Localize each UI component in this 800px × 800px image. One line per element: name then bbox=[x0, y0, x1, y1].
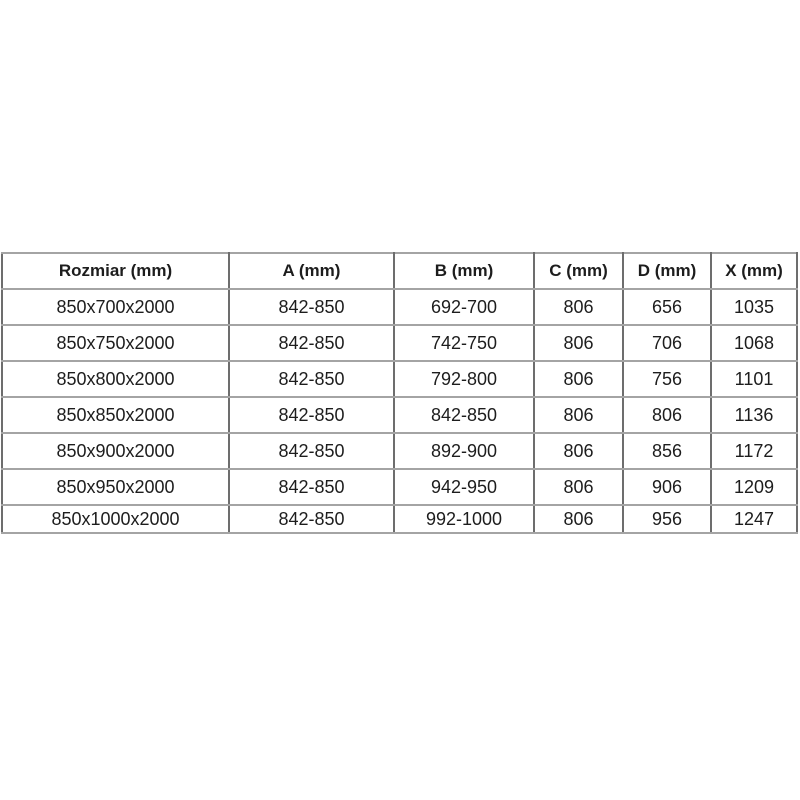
table-cell: 850x700x2000 bbox=[2, 289, 229, 325]
table-body bbox=[2, 289, 797, 533]
table-cell: 806 bbox=[534, 469, 623, 505]
table-cell: 792-800 bbox=[394, 361, 534, 397]
table-cell: 806 bbox=[534, 397, 623, 433]
column-header: C (mm) bbox=[534, 253, 623, 289]
table-cell: 842-850 bbox=[229, 361, 394, 397]
table-cell: 756 bbox=[623, 361, 711, 397]
table-cell: 850x900x2000 bbox=[2, 433, 229, 469]
table-cell: 892-900 bbox=[394, 433, 534, 469]
table-cell: 842-850 bbox=[229, 433, 394, 469]
table-cell: 842-850 bbox=[394, 397, 534, 433]
table-cell: 806 bbox=[534, 433, 623, 469]
column-header: X (mm) bbox=[711, 253, 797, 289]
table-row bbox=[2, 361, 797, 397]
table-cell: 806 bbox=[534, 325, 623, 361]
table-cell: 806 bbox=[534, 289, 623, 325]
table-cell: 842-850 bbox=[229, 325, 394, 361]
table-cell: 806 bbox=[623, 397, 711, 433]
table-cell: 942-950 bbox=[394, 469, 534, 505]
table-row bbox=[2, 289, 797, 325]
table-row bbox=[2, 505, 797, 533]
table-row bbox=[2, 325, 797, 361]
table-cell: 1068 bbox=[711, 325, 797, 361]
table-cell: 850x1000x2000 bbox=[2, 505, 229, 533]
column-header: A (mm) bbox=[229, 253, 394, 289]
table-cell: 842-850 bbox=[229, 505, 394, 533]
header-row bbox=[2, 253, 797, 289]
table-cell: 850x850x2000 bbox=[2, 397, 229, 433]
table-cell: 842-850 bbox=[229, 289, 394, 325]
table-row bbox=[2, 469, 797, 505]
table-cell: 956 bbox=[623, 505, 711, 533]
table-cell: 1035 bbox=[711, 289, 797, 325]
size-spec-table bbox=[1, 252, 798, 534]
column-header: Rozmiar (mm) bbox=[2, 253, 229, 289]
table-cell: 742-750 bbox=[394, 325, 534, 361]
table-cell: 656 bbox=[623, 289, 711, 325]
table-cell: 850x750x2000 bbox=[2, 325, 229, 361]
table-cell: 850x950x2000 bbox=[2, 469, 229, 505]
table-cell: 1136 bbox=[711, 397, 797, 433]
table-cell: 856 bbox=[623, 433, 711, 469]
table-cell: 692-700 bbox=[394, 289, 534, 325]
table-cell: 1209 bbox=[711, 469, 797, 505]
table-row bbox=[2, 397, 797, 433]
table-cell: 906 bbox=[623, 469, 711, 505]
table-cell: 706 bbox=[623, 325, 711, 361]
table-cell: 842-850 bbox=[229, 469, 394, 505]
table-cell: 842-850 bbox=[229, 397, 394, 433]
table-cell: 850x800x2000 bbox=[2, 361, 229, 397]
column-header: B (mm) bbox=[394, 253, 534, 289]
column-header: D (mm) bbox=[623, 253, 711, 289]
table-cell: 1172 bbox=[711, 433, 797, 469]
table-cell: 992-1000 bbox=[394, 505, 534, 533]
table-row bbox=[2, 433, 797, 469]
table-cell: 1101 bbox=[711, 361, 797, 397]
table-cell: 1247 bbox=[711, 505, 797, 533]
table-cell: 806 bbox=[534, 505, 623, 533]
table-cell: 806 bbox=[534, 361, 623, 397]
